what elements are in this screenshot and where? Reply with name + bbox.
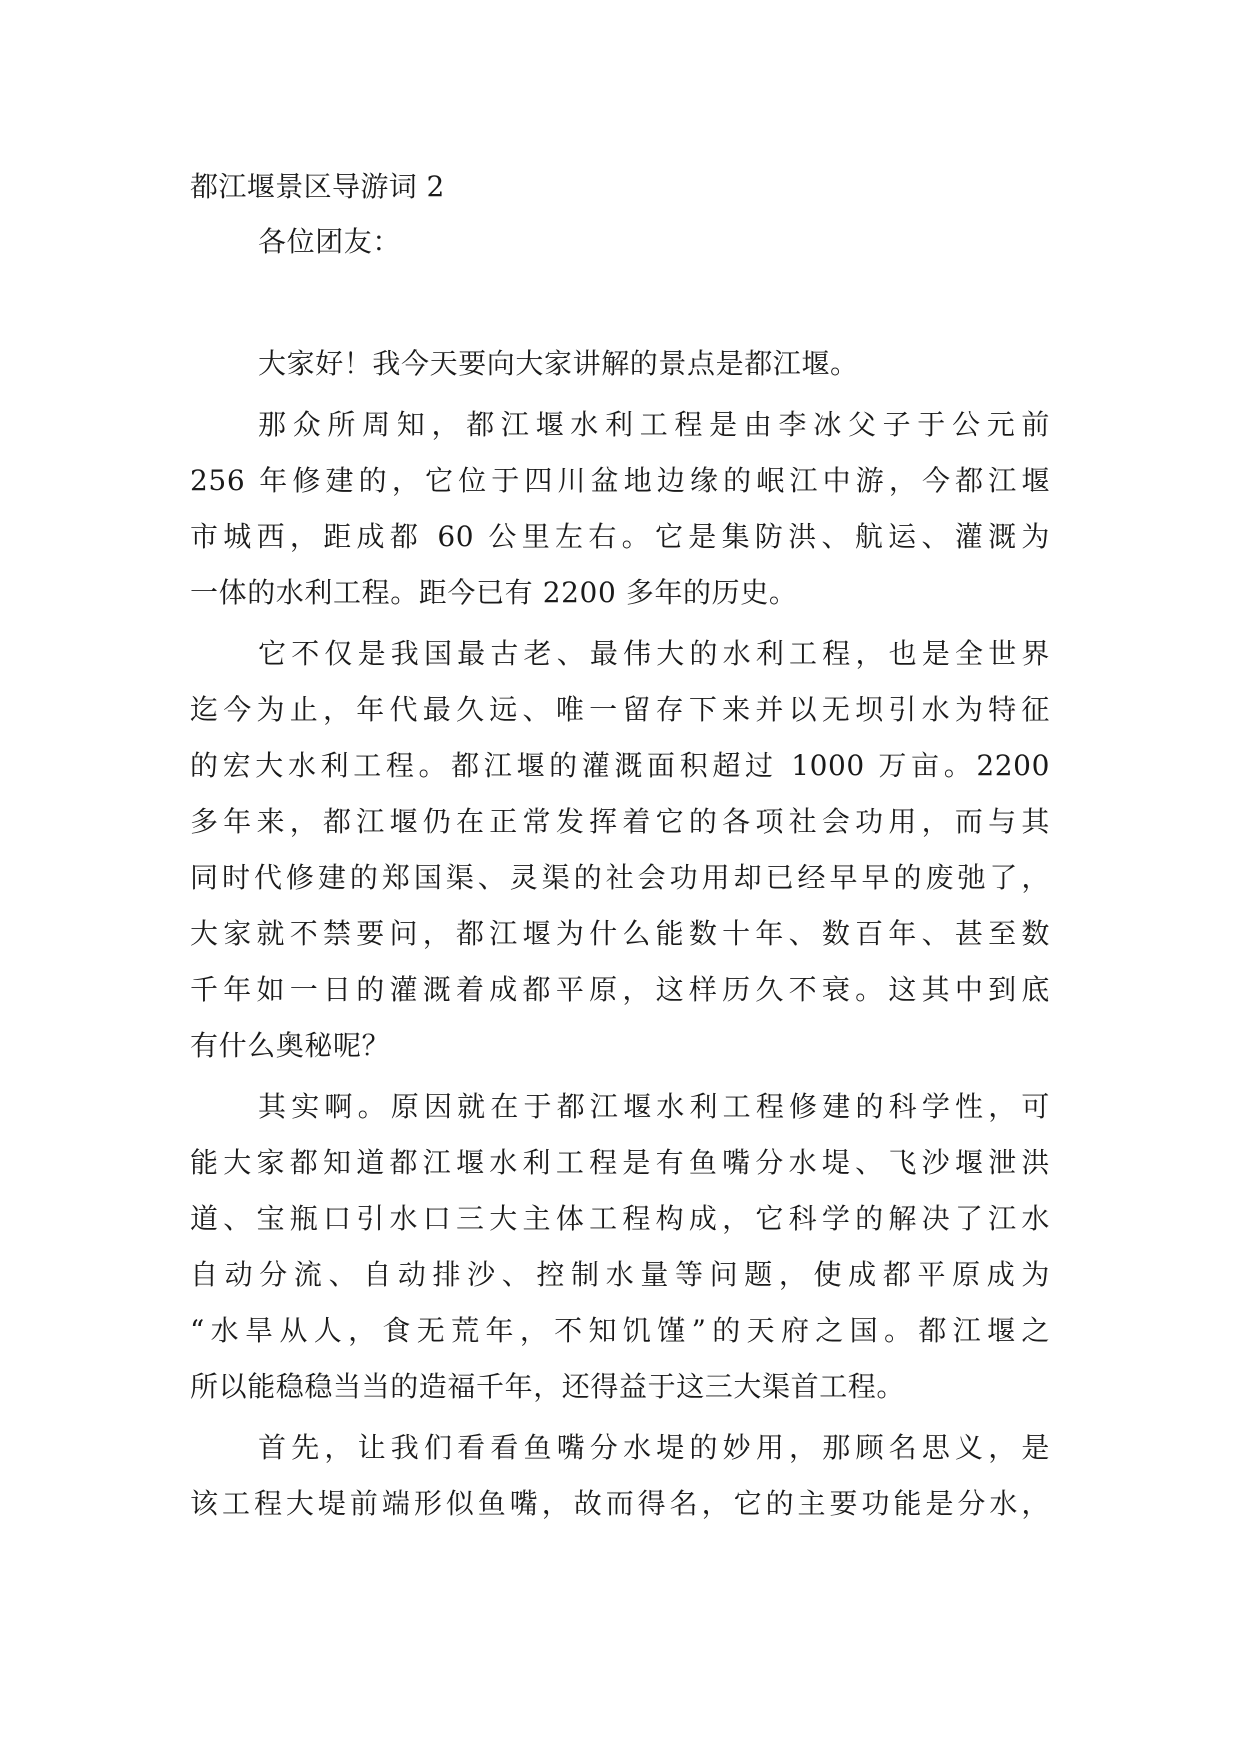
text-line: 多年来，都江堰仍在正常发挥着它的各项社会功用，而与其 [190,805,1050,838]
text-line: 它不仅是我国最古老、最伟大的水利工程，也是全世界 [258,637,1050,670]
document-body [190,160,1050,1532]
paragraph [190,336,1050,392]
text-line: 自动分流、自动排沙、控制水量等问题，使成都平原成为 [190,1258,1050,1291]
text-line: 有什么奥秘呢？ [190,1029,391,1062]
text-line: 那众所周知，都江堰水利工程是由李冰父子于公元前 [258,408,1050,441]
document-title: 都江堰景区导游词 2 [190,170,445,203]
salutation-line: 各位团友： [258,225,402,258]
blank-line [190,275,1050,331]
text-line: 其实啊。原因就在于都江堰水利工程修建的科学性，可 [258,1090,1050,1123]
paragraph [190,1420,1050,1532]
text-line: 该工程大堤前端形似鱼嘴，故而得名，它的主要功能是分水， [190,1487,1050,1520]
text-line: 同时代修建的郑国渠、灵渠的社会功用却已经早早的废弛了， [190,861,1050,894]
text-line: 道、宝瓶口引水口三大主体工程构成，它科学的解决了江水 [190,1202,1050,1235]
salutation-paragraph [190,214,1050,270]
text-line: 能大家都知道都江堰水利工程是有鱼嘴分水堤、飞沙堰泄洪 [190,1146,1050,1179]
text-line: 的宏大水利工程。都江堰的灌溉面积超过 1000 万亩。2200 [190,749,1050,782]
text-line: 市城西，距成都 60 公里左右。它是集防洪、航运、灌溉为 [190,520,1050,553]
text-line: 一体的水利工程。距今已有 2200 多年的历史。 [190,576,798,609]
text-line: “水旱从人，食无荒年，不知饥馑”的天府之国。都江堰之 [190,1314,1050,1347]
text-line: 大家好！我今天要向大家讲解的景点是都江堰。 [258,347,859,380]
text-line: 256 年修建的，它位于四川盆地边缘的岷江中游，今都江堰 [190,464,1050,497]
paragraph [190,1079,1050,1415]
paragraph [190,397,1050,621]
text-line: 迄今为止，年代最久远、唯一留存下来并以无坝引水为特征 [190,693,1050,726]
text-line: 大家就不禁要问，都江堰为什么能数十年、数百年、甚至数 [190,917,1050,950]
text-line: 首先，让我们看看鱼嘴分水堤的妙用，那顾名思义，是 [258,1431,1050,1464]
text-line: 千年如一日的灌溉着成都平原，这样历久不衰。这其中到底 [190,973,1050,1006]
text-line: 所以能稳稳当当的造福千年，还得益于这三大渠首工程。 [190,1370,906,1403]
paragraph [190,626,1050,1074]
